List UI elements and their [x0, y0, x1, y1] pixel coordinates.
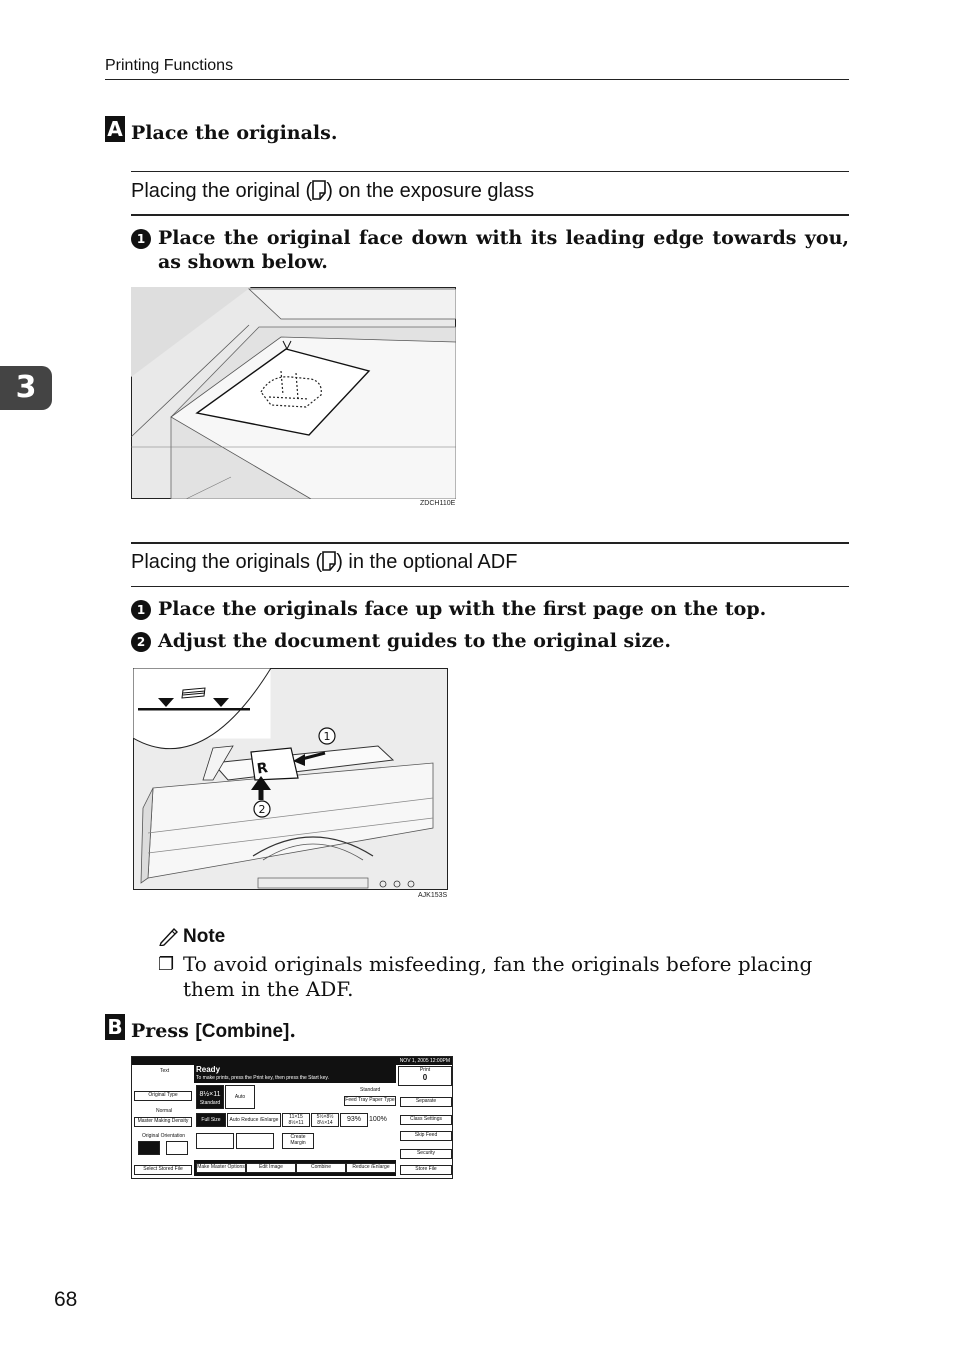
substep-text-glass: Place the original face down with its leading edge towards you, as shown below.	[158, 227, 849, 273]
step-1-text: Place the originals.	[131, 122, 338, 144]
ratio-button-3[interactable]: 93%	[340, 1113, 368, 1127]
select-stored-file-button[interactable]: Select Stored File	[134, 1165, 192, 1175]
original-orientation-icon	[322, 551, 336, 571]
separate-button[interactable]: Separate	[400, 1097, 452, 1107]
create-margin-button[interactable]: Create Margin	[282, 1133, 314, 1149]
note-text: To avoid originals misfeeding, fan the originals before placing them in the ADF.	[183, 952, 813, 1001]
section-rule-bottom	[131, 586, 849, 587]
exposure-glass-illustration	[131, 287, 456, 499]
standard-label: Standard	[360, 1087, 381, 1093]
auto-paper-button[interactable]: Auto	[225, 1085, 255, 1109]
note-heading: Note	[183, 926, 226, 947]
sheet-letter: R	[255, 760, 269, 778]
step-marker-a: A	[105, 116, 125, 142]
status-bar	[194, 1065, 396, 1083]
note-bullet-icon: ❐	[158, 954, 175, 975]
original-type-button[interactable]: Original Type	[134, 1091, 192, 1101]
status-text: Ready	[196, 1065, 221, 1074]
orientation-landscape-button[interactable]	[166, 1141, 188, 1155]
substep-number: 1	[131, 228, 151, 249]
pencil-note-icon	[158, 926, 180, 946]
edit-image-tab[interactable]: Edit Image	[246, 1163, 296, 1173]
callout-2: 2	[258, 803, 266, 816]
panel-normal-label: Normal	[156, 1108, 173, 1114]
section-title-adf: Placing the originals ( ) in the optional ADF	[131, 551, 518, 573]
ratio-button-1[interactable]: 11×15 8½×11	[282, 1113, 310, 1127]
figure-code-glass: ZDCH110E	[420, 500, 456, 507]
substep-text-adf-1: Place the originals face up with the first page on the top.	[158, 598, 767, 620]
combine-tab[interactable]: Combine	[296, 1163, 346, 1173]
status-message: To make prints, press the Print key, then press the Start key.	[196, 1075, 329, 1081]
page-number: 68	[54, 1288, 78, 1311]
step-marker-b: B	[105, 1014, 125, 1040]
make-master-options-tab[interactable]: Make Master Options	[196, 1163, 246, 1173]
adf-illustration	[133, 668, 448, 890]
substep-text-adf-2: Adjust the document guides to the original size.	[158, 630, 671, 652]
paper-size-button[interactable]: 8½×11 Standard	[196, 1085, 224, 1109]
store-file-button[interactable]: Store File	[400, 1165, 452, 1175]
class-settings-button[interactable]: Class Settings	[400, 1115, 452, 1125]
callout-1: 1	[323, 730, 331, 743]
section-title-glass: Placing the original ( ) on the exposure glass	[131, 180, 535, 202]
step-2-text: Press [Combine].	[131, 1020, 296, 1042]
master-making-density-button[interactable]: Master Making Density	[134, 1117, 192, 1127]
skip-feed-button[interactable]: Skip Feed	[400, 1131, 452, 1141]
figure-code-adf: AJK153S	[418, 892, 448, 899]
panel-text-label: Text	[160, 1068, 170, 1074]
reduce-enlarge-tab[interactable]: Reduce /Enlarge	[346, 1163, 396, 1173]
security-button[interactable]: Security	[400, 1149, 452, 1159]
full-size-button[interactable]: Full Size	[196, 1113, 226, 1127]
combine-2-in-1-button[interactable]	[196, 1133, 234, 1149]
section-rule-bottom	[131, 214, 849, 216]
orientation-portrait-button[interactable]	[138, 1141, 160, 1155]
ratio-button-2[interactable]: 5½×8½ 8½×14	[311, 1113, 339, 1127]
original-orientation-icon	[312, 180, 326, 200]
substep-number-2: 2	[131, 631, 151, 652]
chapter-tab: 3	[0, 366, 52, 410]
feed-tray-paper-type-button[interactable]: Feed Tray Paper Type	[344, 1096, 396, 1106]
substep-number-1: 1	[131, 599, 151, 620]
section-rule-top	[131, 542, 849, 544]
section-rule-top	[131, 171, 849, 172]
running-header: Printing Functions	[105, 57, 234, 74]
control-panel-screen	[131, 1056, 453, 1179]
header-rule	[105, 79, 849, 80]
zoom-value: 100%	[369, 1116, 387, 1123]
print-counter: Print 0	[398, 1066, 452, 1086]
auto-reduce-enlarge-button[interactable]: Auto Reduce /Enlarge	[227, 1113, 281, 1127]
combine-4-in-1-button[interactable]	[236, 1133, 274, 1149]
combine-key-label: [Combine]	[195, 1021, 290, 1042]
panel-date: NOV 1, 2005 12:00PM	[132, 1057, 452, 1065]
original-orientation-label: Original Orientation	[142, 1133, 186, 1139]
